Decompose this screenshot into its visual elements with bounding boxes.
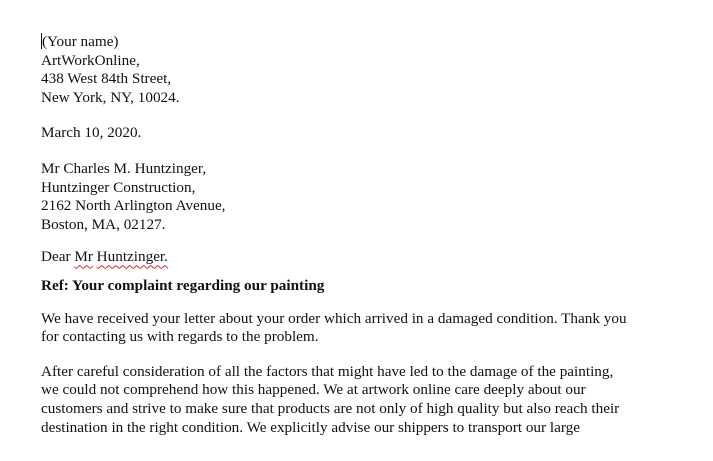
- paragraph-line[interactable]: destination in the right condition. We explicitly advise our shippers to transport our large: [41, 418, 580, 436]
- paragraph-line[interactable]: customers and strive to make sure that products are not only of high quality but also reach their: [41, 399, 620, 417]
- spellcheck-flagged-word[interactable]: Huntzinger.: [96, 248, 168, 266]
- recipient-line[interactable]: Mr Charles M. Huntzinger,: [41, 159, 207, 177]
- paragraph-line[interactable]: After careful consideration of all the factors that might have led to the damage of the painting,: [41, 362, 614, 380]
- subject-line: [41, 277, 681, 296]
- letter-date: [41, 124, 681, 143]
- spacer: [41, 296, 681, 310]
- salutation: [41, 248, 681, 267]
- sender-line[interactable]: ArtWorkOnline,: [41, 51, 140, 69]
- recipient-line[interactable]: Boston, MA, 02127.: [41, 215, 166, 233]
- spacer: [41, 107, 681, 124]
- subject-text[interactable]: Ref: Your complaint regarding our painting: [41, 276, 325, 294]
- sender-line[interactable]: 438 West 84th Street,: [41, 70, 172, 88]
- spellcheck-flagged-word[interactable]: Mr: [74, 248, 93, 266]
- spacer: [41, 143, 681, 160]
- sender-address: [41, 33, 681, 107]
- paragraph-2: [41, 363, 681, 437]
- paragraph-line[interactable]: for contacting us with regards to the problem.: [41, 328, 319, 346]
- paragraph-1: [41, 310, 681, 347]
- spacer: [41, 267, 681, 277]
- date-line[interactable]: March 10, 2020.: [41, 124, 142, 142]
- sender-line[interactable]: New York, NY, 10024.: [41, 88, 180, 106]
- letter-body[interactable]: [41, 33, 681, 437]
- spacer: [41, 347, 681, 363]
- recipient-address: [41, 160, 681, 234]
- recipient-line[interactable]: Huntzinger Construction,: [41, 178, 196, 196]
- sender-line[interactable]: (Your name): [42, 33, 119, 50]
- spacer: [41, 234, 681, 248]
- paragraph-line[interactable]: We have received your letter about your order which arrived in a damaged condition. Thank you: [41, 309, 627, 327]
- paragraph-line[interactable]: we could not comprehend how this happened. We at artwork online care deeply about our: [41, 381, 586, 399]
- salutation-line[interactable]: Dear Mr Huntzinger.: [41, 248, 168, 266]
- recipient-line[interactable]: 2162 North Arlington Avenue,: [41, 197, 226, 215]
